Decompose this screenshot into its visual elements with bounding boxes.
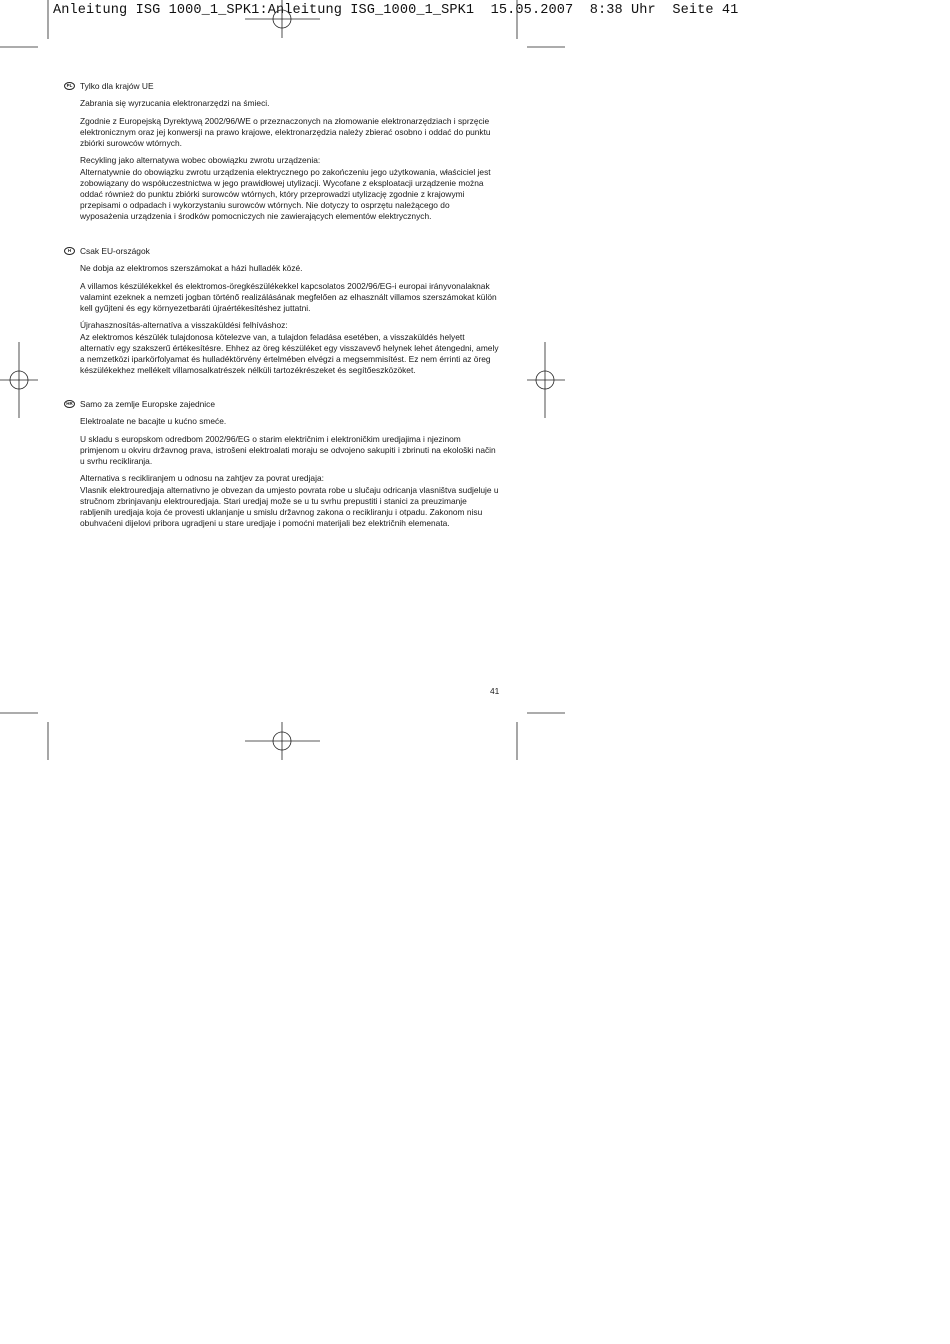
paragraph: Elektroalate ne bacajte u kućno smeće.: [80, 416, 227, 427]
page-number: 41: [490, 686, 500, 696]
country-flag-icon: H: [64, 247, 75, 255]
country-flag-icon: HR: [64, 400, 75, 408]
registration-mark-right: [527, 342, 565, 418]
registration-mark-top: [245, 0, 320, 38]
registration-mark-left: [0, 342, 38, 418]
section-croatian: [66, 399, 500, 535]
paragraph: Recykling jako alternatywa wobec obowiązku zwrotu urządzenia: Alternatywnie do obowiązku zwrotu urządzenia elektrycznego po zakończeniu jego użytkowania, właściciel jest zobowiązany do współuczestnictwa w jego prawidłowej utylizacji. Wycofane z eksploatacji urządzenie można oddać również do punktu zbiórki surowców wtórnych, który przeprowadzi utylizację zgodnie z krajowymi przepisami o odpadach i wykorzystaniu surowców wtórnych. Nie dotyczy to osprzętu należącego do wyposażenia urządzenia i środków pomocniczych nie zawierających elementów elektrycznych.: [80, 155, 491, 221]
paragraph: Alternativa s recikliranjem u odnosu na zahtjev za povrat uredjaja: Vlasnik elektrouredjaja alternativno je obvezan da umjesto povrata robe u slučaju odricanja vlasništva sudjeluje u stručnom zbrinjavanju elektrouredjaja. Stari uredjaj može se u tu svrhu prepustiti i stanici za preuzimanje rabljenih uredjaja koja će provesti uklanjanje u smislu državnog zakona o recikliranju i otpadu. Zakonom nisu obuhvaćeni dijelovi pribora ugradjeni u stare uredjaje i pomoćni materijali bez električnih elemenata.: [80, 473, 499, 528]
paragraph: Újrahasznosítás-alternatíva a visszaküldési felhíváshoz: Az elektromos készülék tulajdonosa kötelezve van, a tulajdon feladása esetében, a visszaküldés helyett alternatív egy szakszerű értékesítésre. Ehhez az öreg készüléket egy visszavevő helynek lehet átengedni, amely a nemzetközi iparkörfolyamat és hulladéktörvény értelmében elvégzi a megsemmisítést. Ez nem érrinti az öreg készülékekhez mellékelt villamosalkatrészek nélküli tartozékrészeket és segítőeszközöket.: [80, 320, 499, 375]
paragraph: Zabrania się wyrzucania elektronarzędzi na śmieci.: [80, 98, 270, 109]
paragraph: A villamos készülékekkel és elektromos-öregkészülékekkel kapcsolatos 2002/96/EG-i europai irányvonalaknak valamint ezeknek a nemzeti jogban történő realizálásának megfelően az elhasznált villamos szerszámokat külön kell gyűjteni és egy környezetbaráti újraértékesítéshez juttatni.: [80, 280, 497, 313]
section-hungarian: [67, 246, 500, 382]
paragraph: U skladu s europskom odredbom 2002/96/EG o starim električnim i elektroničkim uredjajima i njezinom primjenom u okviru državnog prava, istrošeni elektroalati moraju se odvojeno sakupiti i zbrinuti na ekološki način u svrhu recikliranja.: [80, 433, 496, 466]
registration-mark-bottom: [245, 722, 320, 760]
section-heading: [66, 81, 500, 92]
section-heading: [67, 246, 500, 257]
section-polish: [66, 81, 500, 229]
country-flag-icon: PL: [64, 82, 75, 90]
heading-text: Samo za zemlje Europske zajednice: [80, 399, 215, 409]
paragraph: Ne dobja az elektromos szerszámokat a házi hulladék közé.: [80, 263, 303, 274]
print-header-slug: Anleitung ISG 1000_1_SPK1:Anleitung ISG_1000_1_SPK1 15.05.2007 8:38 Uhr Seite 41: [53, 3, 739, 18]
heading-text: Csak EU-országok: [80, 246, 150, 256]
heading-text: Tylko dla krajów UE: [80, 81, 154, 91]
paragraph: Zgodnie z Europejską Dyrektywą 2002/96/WE o przeznaczonych na złomowanie elektronarzędziach i sprzęcie elektronicznym oraz jej konwersji na prawo krajowe, elektronarzędzia należy zbierać osobno i oddać do punktu zbiórki surowców wtórnych.: [80, 115, 491, 148]
section-heading: [66, 399, 500, 410]
